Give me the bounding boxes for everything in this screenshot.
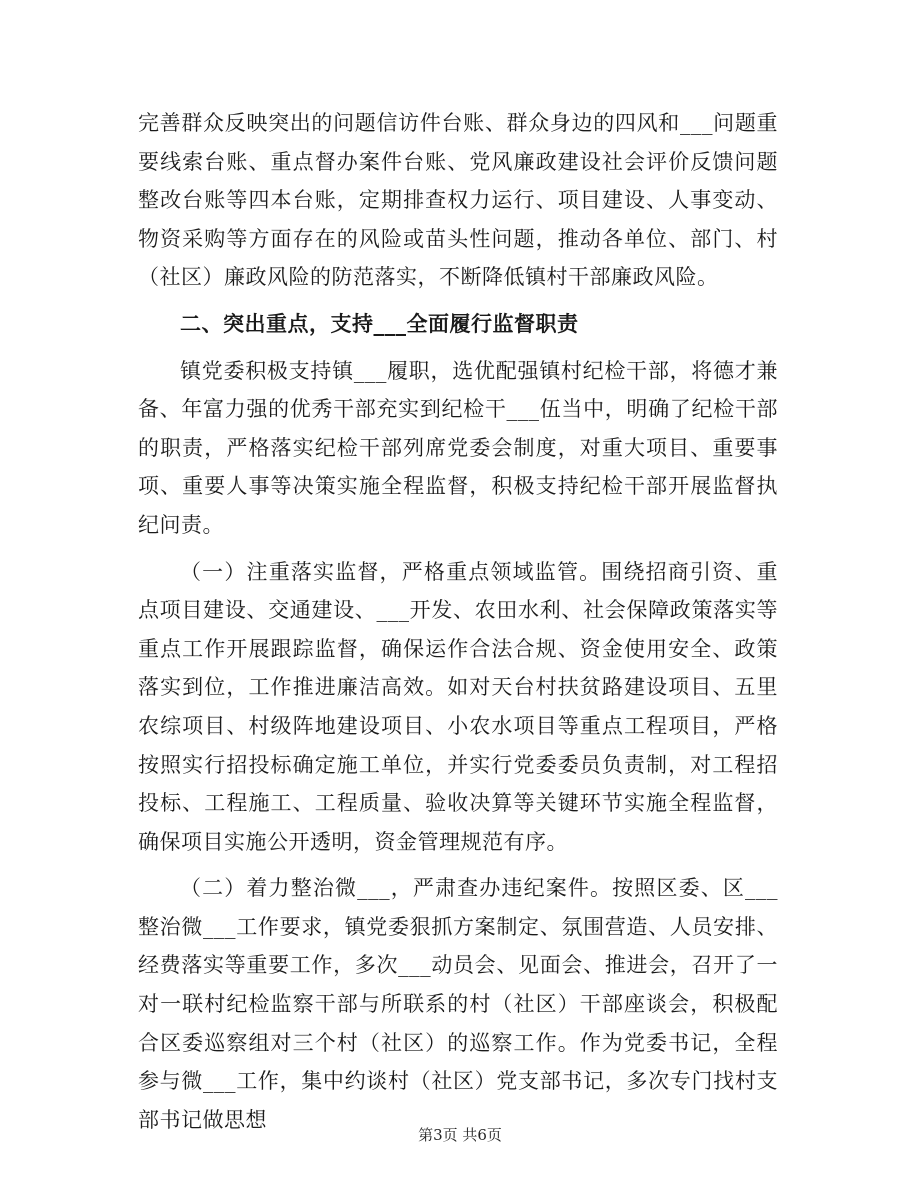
paragraph-supervision: （一）注重落实监督，严格重点领域监管。围绕招商引资、重点项目建设、交通建设、___开发、农田水利、社会保障政策落实等重点工作开展跟踪监督，确保运作合法合规、资金使用安全、政策落实到位，工作推进廉洁高效。如对天台村扶贫路建设项目、五里农综项目、村级阵地建设项目、小农水项目等重点工程项目，严格按照实行招投标确定施工单位，并实行党委委员负责制，对工程招投标、工程施工、工程质量、验收决算等关键环节实施全程监督，确保项目实施公开透明，资金管理规范有序。 (138, 559, 778, 854)
document-body (138, 104, 778, 1139)
paragraph-ledger: 完善群众反映突出的问题信访件台账、群众身边的四风和___问题重要线索台账、重点督办案件台账、党风廉政建设社会评价反馈问题整改台账等四本台账，定期排查权力运行、项目建设、人事变动、物资采购等方面存在的风险或苗头性问题，推动各单位、部门、村（社区）廉政风险的防范落实，不断降低镇村干部廉政风险。 (138, 111, 778, 290)
section-heading: 二、突出重点，支持___全面履行监督职责 (180, 310, 579, 336)
page-footer: 第3页 共6页 (418, 1126, 502, 1144)
paragraph-rectification: （二）着力整治微___，严肃查办违纪案件。按照区委、区___整治微___工作要求，镇党委狠抓方案制定、氛围营造、人员安排、经费落实等重要工作，多次___动员会、见面会、推进会，召开了一对一联村纪检监察干部与所联系的村（社区）干部座谈会，积极配合区委巡察组对三个村（社区）的巡察工作。作为党委书记，全程参与微___工作，集中约谈村（社区）党支部书记，多次专门找村支部书记做思想 (138, 876, 778, 1132)
paragraph-support: 镇党委积极支持镇___履职，选优配强镇村纪检干部，将德才兼备、年富力强的优秀干部充实到纪检干___伍当中，明确了纪检干部的职责，严格落实纪检干部列席党委会制度，对重大项目、重要事项、重要人事等决策实施全程监督，积极支持纪检干部开展监督执纪问责。 (138, 358, 778, 537)
